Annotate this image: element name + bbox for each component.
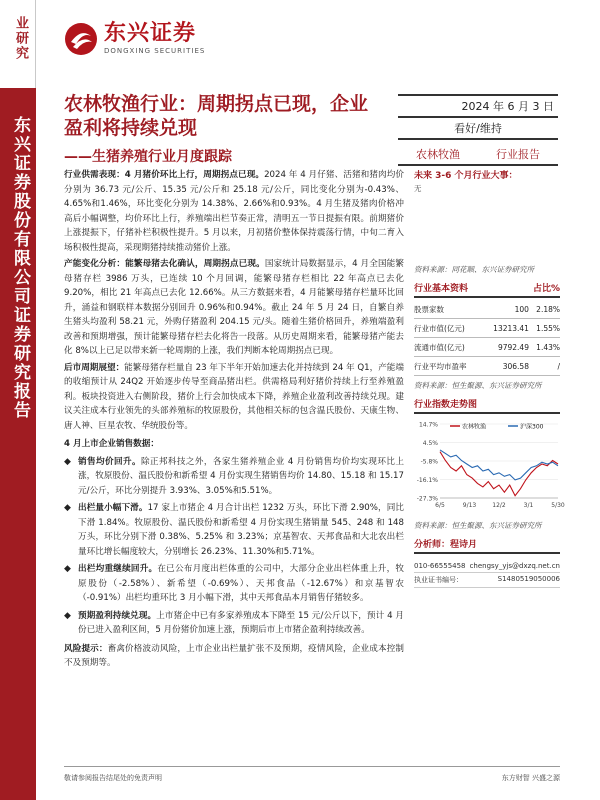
x-tick-label: 5/30	[551, 502, 565, 509]
risk-warning	[64, 642, 404, 671]
index-chart-title: 行业指数走势图	[414, 400, 478, 410]
row-value: 9792.49	[482, 338, 529, 357]
row-pct: 1.55%	[529, 319, 560, 338]
tag-report-type: 行业报告	[478, 144, 558, 166]
index-chart	[414, 418, 565, 516]
source-note: 资料来源：同花顺、东兴证券研究所	[414, 265, 534, 274]
bullet-text: 在已公布月度出栏体重的公司中，大部分企业出栏体重上升，牧原股份（-2.58%）、新希望（-0.69%）、天邦食品（-12.67%）和京基智农（-0.91%）出栏均重环比 3 月小幅下滑，其中天邦食品本月销售仔猪较多。	[78, 564, 404, 603]
bullet-head: 销售均价回升。	[78, 456, 141, 467]
sidebar-top	[0, 0, 36, 88]
y-tick-label: 4.5%	[422, 440, 438, 447]
bullet-icon: ◆	[64, 564, 71, 574]
upcoming-events-label: 未来 3-6 个月行业大事：	[414, 171, 518, 181]
analyst-info	[414, 560, 560, 588]
row-label: 行业市值(亿元)	[414, 319, 482, 338]
paragraph-outlook	[64, 361, 404, 434]
analyst-header	[414, 537, 560, 554]
paragraph-text: 国家统计局数据显示，4 月全国能繁母猪存栏 3986 万头，已连续 10 个月回调，能繁母猪存栏相比 22 年高点已去化 9.20%，相比 21 年高点已去化 12.66%。从三方数据来看，4 月能繁母猪存栏量环比回升，涌益和钢联样本数据分别回升 0.96%和0.94%。截止 24 年 5 月 24 日，自繁自养生猪头均盈利 58.21 元，外购仔猪盈利 204.15 元/头。随着生猪价格回升，养殖端盈利改善和预期增强，预计能繁母猪存栏去化将告一段落。从历史周期来看，能繁母猪产能去化 8%以上已足以带来新一轮周期的上涨，我们判断本轮周期拐点已现。	[64, 259, 404, 356]
row-pct: 1.43%	[529, 338, 560, 357]
paragraph-text: 2024 年 4 月仔猪、活猪和猪肉均价分别为 36.73 元/公斤、15.35 元/公斤和 25.18 元/公斤，同比变化分别为-0.43%、4.65%和1.46%，环比变化分别为 14.38%、2.66%和0.93%。4 月生猪及猪肉价格冲高后小幅调整，均价环比上行，养殖端出栏节奏正常，清明五一节日提振有限。前期猪价上涨提振下，仔猪补栏积极性提升。5 月以来，月初猪价整体保持震荡行情，中旬二育入场积极性提高，采现期猪持续推动猪价上涨。	[64, 170, 404, 253]
table-row	[414, 357, 560, 376]
analyst-license-row	[414, 573, 560, 588]
index-chart-svg	[414, 418, 565, 514]
paragraph-head: 行业供需表现：4 月猪价环比上行，周期拐点已现。	[64, 170, 265, 180]
row-pct: 2.18%	[529, 300, 560, 319]
tag-industry: 农林牧渔	[398, 144, 478, 166]
logo-name-cn: 东兴证券	[104, 21, 197, 46]
x-tick-label: 6/5	[435, 502, 445, 509]
risk-head: 风险提示：	[64, 643, 108, 654]
row-label: 流通市值(亿元)	[414, 338, 482, 357]
footer-slogan: 东方财智 兴盛之源	[501, 774, 560, 782]
report-subtitle: ——生猪养殖行业月度跟踪	[64, 149, 232, 165]
report-body	[64, 168, 404, 673]
sidebar-main	[0, 88, 36, 800]
analyst-phone: 010-66555458	[414, 562, 466, 570]
table-row	[414, 338, 560, 357]
basic-info-table	[414, 300, 560, 376]
report-tags	[398, 144, 558, 166]
row-label: 行业平均市盈率	[414, 357, 482, 376]
company-logo	[64, 22, 205, 56]
paragraph-supply-demand	[64, 168, 404, 255]
paragraph-text: 能繁母猪存栏量自 23 年下半年开始加速去化并持续到 24 年 Q1，产能端的收缩预计从 24Q2 开始逐步传导至商品猪出栏。供需格局利好猪价持续上行至养殖盈利。板块投资进入右侧阶段，猪价上行会加快成本下降，养殖企业盈利改善持续兑现。建议关注成本行业领先的头部养殖标的牧原股份，其他相关标的包含温氏股份、天康生物、唐人神、巨星农牧、华统股份等。	[64, 362, 404, 431]
bullet-text: 除正邦科技之外，各家生猪养殖企业 4 月份销售均价均实现环比上涨，牧原股份、温氏股份和新希望 4 月份实现生猪销售均价 14.80、15.18 和 15.17 元/公斤，环比分别提升 3.93%、3.05%和5.51%。	[78, 456, 404, 496]
report-title: 农林牧渔行业：周期拐点已现，企业盈利将持续兑现	[64, 93, 369, 139]
bullet-icon: ◆	[64, 503, 71, 513]
bullet-item	[64, 501, 404, 559]
legend-label: 农林牧渔	[462, 423, 487, 431]
page-footer	[64, 766, 560, 783]
bullet-head: 出栏均重继续回升。	[78, 564, 158, 574]
y-tick-label: -16.1%	[416, 477, 438, 484]
sidebar-top-label: 业研究	[13, 16, 28, 61]
paragraph-capacity	[64, 257, 404, 359]
bullet-item	[64, 455, 404, 499]
x-tick-label: 9/13	[462, 502, 477, 509]
analyst-email: chengsy_yjs@dxzq.net.cn	[469, 562, 560, 570]
sidebar-main-label: 东兴证券股份有限公司证券研究报告	[10, 116, 30, 420]
bullet-icon: ◆	[64, 610, 71, 621]
bullet-text: 17 家上市猪企 4 月合计出栏 1232 万头，环比下滑 2.90%，同比下滑 1.84%。牧原股份、温氏股份和新希望 4 月份实现生猪销量 545、248 和 148 万头，环比分别下滑 0.38%、5.25% 和 3.23%；京基智农、天邦食品和大北农出栏量环比增长幅度较大，分别增长 26.23%、11.30%和5.71%。	[78, 503, 404, 557]
logo-mark-icon	[64, 22, 98, 56]
analyst-title: 分析师：程诗月	[414, 540, 478, 550]
y-tick-label: 14.7%	[418, 421, 438, 429]
upcoming-events-value: 无	[414, 184, 422, 193]
paragraph-head: 产能变化分析：能繁母猪去化确认，周期拐点已现。	[64, 259, 265, 269]
section-title: 4 月上市企业销售数据：	[64, 439, 159, 449]
analyst-contact-row	[414, 560, 560, 573]
row-label: 股票家数	[414, 300, 482, 319]
table-row	[414, 300, 560, 319]
analyst-license-number: S1480519050006	[497, 575, 560, 583]
series-line-agriculture	[440, 452, 558, 496]
source-note: 资料来源：恒生聚源、东兴证券研究所	[414, 381, 542, 390]
basic-info-header	[414, 281, 560, 298]
report-date: 2024 年 6 月 3 日	[398, 94, 558, 118]
report-meta	[398, 94, 558, 166]
bullet-text: 上市猪企中已有多家养殖成本下降至 15 元/公斤以下，预计 4 月份已进入盈利区间，5 月份猪价加速上涨，预期后市上市猪企盈利持续改善。	[78, 610, 404, 635]
basic-info-title: 行业基本资料	[414, 284, 469, 294]
analyst-license-label: 执业证书编号：	[414, 576, 463, 584]
logo-name-en: DONGXING SECURITIES	[104, 47, 206, 55]
y-tick-label: -27.3%	[416, 495, 438, 503]
source-note: 资料来源：恒生聚源、东兴证券研究所	[414, 521, 542, 530]
basic-info-pct-header: 占比%	[532, 284, 560, 294]
legend-label: 沪深300	[520, 423, 544, 431]
row-pct: /	[529, 357, 560, 376]
bullet-icon: ◆	[64, 456, 71, 467]
paragraph-head: 后市周期展望：	[64, 362, 125, 373]
risk-text: 畜禽价格波动风险，上市企业出栏量扩张不及预期，疫情风险，企业成本控制不及预期等。	[64, 643, 404, 668]
index-chart-header	[414, 397, 560, 414]
bullet-item	[64, 609, 404, 638]
y-tick-label: -5.8%	[420, 458, 438, 466]
bullet-head: 出栏量小幅下滑。	[78, 503, 148, 513]
table-row	[414, 319, 560, 338]
row-value: 100	[482, 300, 529, 319]
footer-disclaimer: 敬请参阅报告结尾处的免责声明	[64, 774, 162, 782]
row-value: 306.58	[482, 357, 529, 376]
report-rating: 看好/维持	[398, 118, 558, 140]
x-tick-label: 3/1	[523, 502, 534, 509]
bullet-item	[64, 562, 404, 606]
bullet-head: 预期盈利持续兑现。	[78, 610, 157, 621]
row-value: 13213.41	[482, 319, 529, 338]
right-column	[414, 168, 565, 588]
x-tick-label: 12/2	[492, 502, 506, 509]
